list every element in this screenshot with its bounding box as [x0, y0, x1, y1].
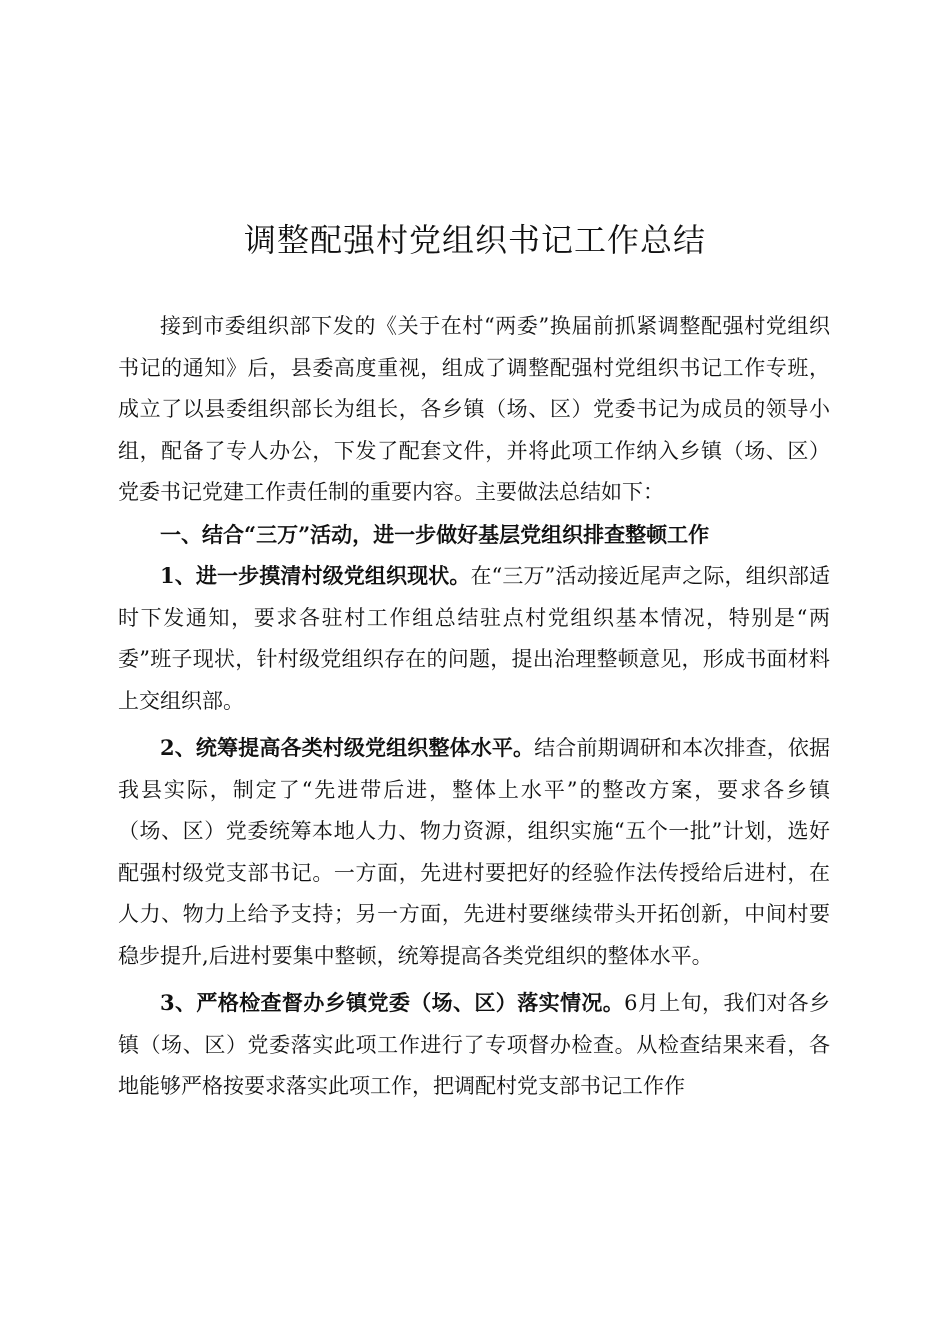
item-2-lead: 2、统筹提高各类村级党组织整体水平。 — [160, 735, 535, 760]
item-paragraph-1 — [118, 555, 830, 722]
item-paragraph-3 — [118, 982, 830, 1108]
item-3-lead: 3、严格检查督办乡镇党委（场、区）落实情况。 — [160, 990, 625, 1015]
item-3-text: 6月上旬，我们对各乡镇（场、区）党委落实此项工作进行了专项督办检查。从检查结果来看，各地能够严格按要求落实此项工作，把调配村党支部书记工作作 — [118, 991, 830, 1098]
item-paragraph-2 — [118, 727, 830, 977]
item-1-text: 在“三万”活动接近尾声之际，组织部适时下发通知，要求各驻村工作组总结驻点村党组织基本情况，特别是“两委”班子现状，针村级党组织存在的问题，提出治理整顿意见，形成书面材料上交组织部。 — [118, 564, 830, 713]
document-body — [118, 306, 830, 1108]
section-heading: 一、结合“三万”活动，进一步做好基层党组织排查整顿工作 — [160, 521, 710, 547]
item-1-lead: 1、进一步摸清村级党组织现状。 — [160, 563, 471, 588]
document-title: 调整配强村党组织书记工作总结 — [243, 221, 706, 259]
intro-paragraph: 接到市委组织部下发的《关于在村“两委”换届前抓紧调整配强村党组织书记的通知》后，县委高度重视，组成了调整配强村党组织书记工作专班，成立了以县委组织部长为组长，各乡镇（场、区）党委书记为成员的领导小组，配备了专人办公，下发了配套文件，并将此项工作纳入乡镇（场、区）党委书记党建工作责任制的重要内容。主要做法总结如下： — [118, 314, 830, 504]
item-2-text: 结合前期调研和本次排查，依据我县实际，制定了“先进带后进，整体上水平”的整改方案，要求各乡镇（场、区）党委统筹本地人力、物力资源，组织实施“五个一批”计划，选好配强村级党支部书记。一方面，先进村要把好的经验作法传授给后进村，在人力、物力上给予支持；另一方面，先进村要继续带头开拓创新，中间村要稳步提升,后进村要集中整顿，统筹提高各类党组织的整体水平。 — [118, 736, 830, 968]
